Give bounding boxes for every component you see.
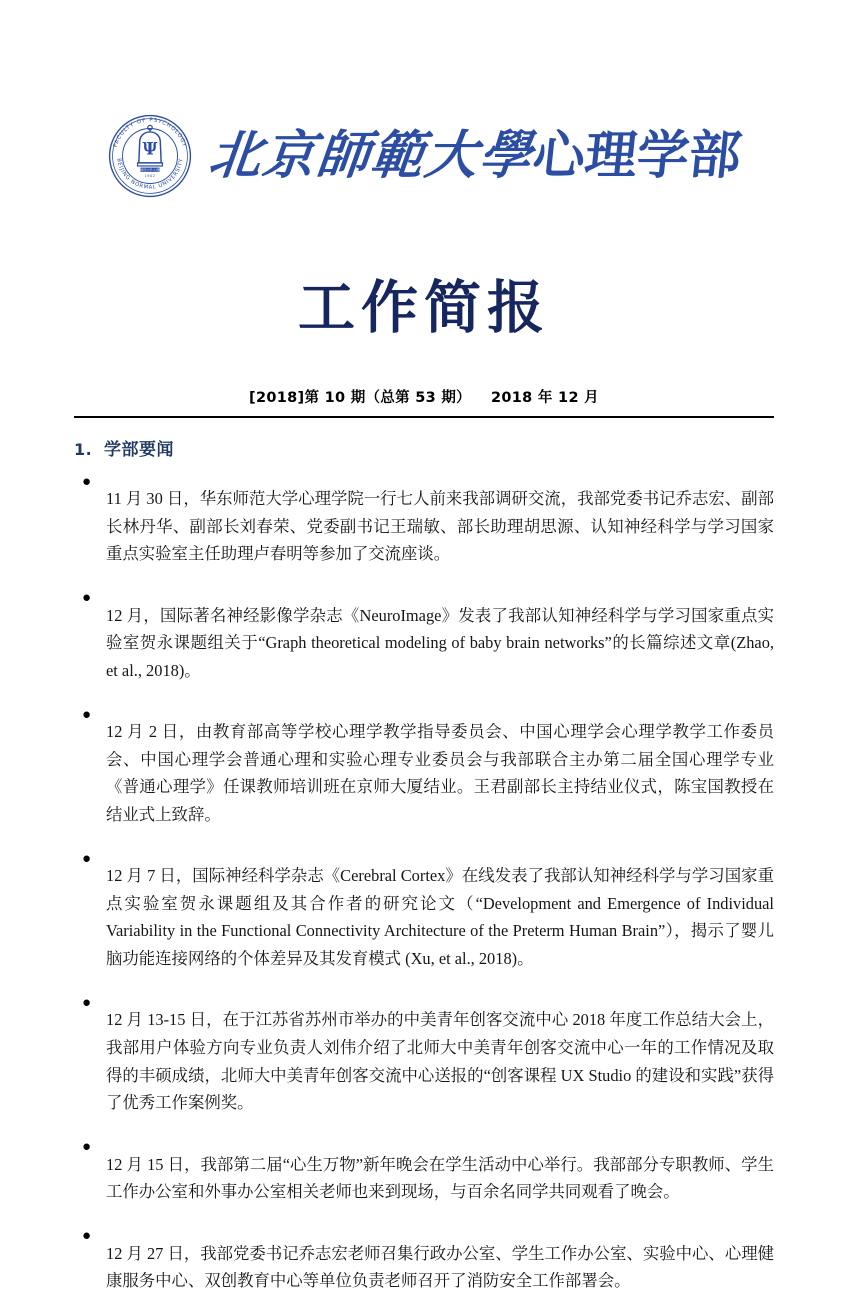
university-seal-icon (107, 113, 193, 199)
svg-text:FACULTY OF PSYCHOLOGY: FACULTY OF PSYCHOLOGY (112, 117, 188, 149)
bullet-marker-icon: ● (82, 850, 92, 867)
news-bullet-list (74, 469, 774, 1311)
issue-line (74, 386, 774, 407)
organization-name-calligraphy: 北京師範大學 (205, 127, 536, 185)
list-item (74, 1223, 774, 1311)
bullet-marker-icon: ● (82, 1228, 92, 1245)
bullet-marker-icon: ● (82, 473, 92, 490)
section-number: 1. (74, 439, 93, 459)
organization-name (205, 125, 745, 186)
list-item (74, 702, 774, 845)
organization-name-block: 心理学部 (529, 125, 745, 186)
svg-text:北京师范大学·心理学部: 北京师范大学·心理学部 (134, 168, 165, 173)
list-item-text: 12 月 13-15 日，在于江苏省苏州市举办的中美青年创客交流中心 2018 年度工作总结大会上，我部用户体验方向专业负责人刘伟介绍了北师大中美青年创客交流中心一年的工作情况及取得的丰硕成绩，北师大中美青年创客交流中心送报的“创客课程 UX Studio 的建设和实践”获得了优秀工作案例奖。 (106, 1010, 774, 1113)
bullet-marker-icon: ● (82, 590, 92, 607)
list-item (74, 585, 774, 701)
svg-text:BEIJING NORMAL UNIVERSITY: BEIJING NORMAL UNIVERSITY (115, 157, 185, 191)
list-item-text: 12 月 27 日，我部党委书记乔志宏老师召集行政办公室、学生工作办公室、实验中心、心理健康服务中心、双创教育中心等单位负责老师召开了消防安全工作部署会。 (106, 1243, 774, 1291)
list-item-text: 11 月 30 日，华东师范大学心理学院一行七人前来我部调研交流，我部党委书记乔志宏、副部长林丹华、副部长刘春荣、党委副书记王瑞敏、部长助理胡思源、认知神经科学与学习国家重点实验室主任助理卢春明等参加了交流座谈。 (106, 488, 774, 564)
section-title: 学部要闻 (104, 439, 174, 460)
list-item (74, 469, 774, 585)
bullet-marker-icon: ● (82, 994, 92, 1011)
list-item (74, 990, 774, 1133)
list-item-text: 12 月 15 日，我部第二届“心生万物”新年晚会在学生活动中心举行。我部部分专职教师、学生工作办公室和外事办公室相关老师也来到现场，与百余名同学共同观看了晚会。 (106, 1154, 774, 1202)
header-divider (74, 416, 774, 418)
issue-date: 2018 年 12 月 (491, 389, 599, 406)
bullet-marker-icon: ● (82, 1139, 92, 1156)
issue-number: 第 10 期（总第 53 期） (304, 389, 471, 406)
bullet-marker-icon: ● (82, 706, 92, 723)
issue-year: [2018] (249, 389, 305, 406)
list-item-text: 12 月 2 日，由教育部高等学校心理学教学指导委员会、中国心理学会心理学教学工作委员会、中国心理学会普通心理和实验心理专业委员会与我部联合主办第二届全国心理学专业《普通心理学》任课教师培训班在京师大厦结业。王君副部长主持结业仪式，陈宝国教授在结业式上致辞。 (106, 722, 774, 824)
page-title: 工作简报 (298, 277, 550, 340)
masthead (74, 0, 774, 204)
svg-text:Ψ: Ψ (142, 139, 158, 159)
list-item-text: 12 月，国际著名神经影像学杂志《NeuroImage》发表了我部认知神经科学与学习国家重点实验室贺永课题组关于“Graph theoretical modeling of baby brain networks”的长篇综述文章(Zhao, et al., 2018)。 (106, 605, 774, 680)
list-item (74, 1134, 774, 1222)
list-item (74, 846, 774, 989)
svg-text:1902: 1902 (144, 174, 156, 179)
section-heading (74, 435, 774, 460)
list-item-text: 12 月 7 日，国际神经科学杂志《Cerebral Cortex》在线发表了我部认知神经科学与学习国家重点实验室贺永课题组及其合作者的研究论文（“Development and Emergence of Individual Variability in the Functional Connectivity Architecture of the Preterm Human Brain”），揭示了婴儿脑功能连接网络的个体差异及其发育模式 (Xu, et al., 2018)。 (106, 866, 774, 968)
